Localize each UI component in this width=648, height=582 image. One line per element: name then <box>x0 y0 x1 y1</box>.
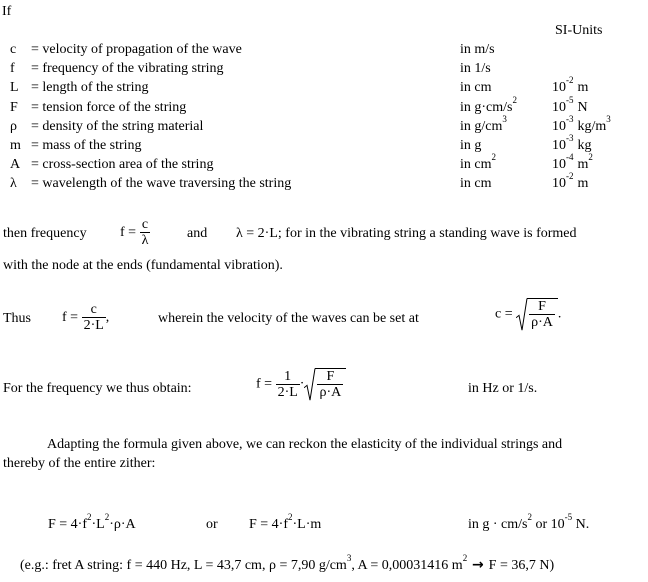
multiply-dot: · <box>299 376 305 392</box>
si-unit-text: m <box>577 157 589 172</box>
intro-text: If <box>2 4 12 19</box>
comma: , <box>105 310 110 326</box>
units-part-a: in g · cm/s <box>468 517 528 532</box>
eq1-exp-b: 2 <box>104 512 110 523</box>
variable-symbol: λ <box>10 176 17 191</box>
eq1-part-b: ·L <box>91 517 105 532</box>
fraction-F-over-rhoA <box>529 299 555 331</box>
lambda-eq: λ = 2·L <box>236 226 278 241</box>
adapting-text-line2: thereby of the entire zither: <box>3 456 156 471</box>
fraction-numerator: F <box>538 299 546 314</box>
si-base: 10 <box>552 176 566 191</box>
fraction-c-over-2L <box>82 302 106 334</box>
fraction-denominator: 2·L <box>277 384 298 400</box>
variable-symbol: f <box>10 61 15 76</box>
unit-exponent: 3 <box>502 114 507 125</box>
si-unit-exponent: 2 <box>588 152 593 163</box>
then-frequency-lead: then frequency <box>3 226 87 241</box>
variable-symbol: L <box>10 80 19 95</box>
fraction-denominator: ρ·A <box>531 315 553 330</box>
fraction-denominator: 2·L <box>83 318 104 333</box>
example-part-c: F = 36,7 N) <box>488 558 555 573</box>
square-root <box>304 368 346 401</box>
si-unit-text: m <box>577 176 589 191</box>
variable-unit <box>460 42 495 58</box>
c-equals: c = <box>495 306 513 322</box>
si-unit <box>552 75 589 96</box>
si-exponent: -2 <box>566 171 574 182</box>
si-exponent: -3 <box>566 133 574 144</box>
adapting-text-line1: Adapting the formula given above, we can reckon the elasticity of the individual strings and <box>47 437 563 452</box>
variable-description: = wavelength of the wave traversing the string <box>31 176 292 191</box>
variable-unit <box>460 176 492 192</box>
square-root <box>516 298 558 331</box>
fraction-numerator: c <box>141 217 149 232</box>
si-exponent: -2 <box>566 75 574 86</box>
example-exp-b: 2 <box>462 553 468 564</box>
si-base: 10 <box>552 100 566 115</box>
velocity-formula <box>495 298 561 331</box>
si-unit <box>552 171 589 192</box>
variable-unit <box>460 152 496 173</box>
eq2-part-b: ·L·m <box>292 517 322 532</box>
elasticity-formula-2 <box>249 512 322 533</box>
variable-symbol: m <box>10 138 21 153</box>
elasticity-units <box>468 512 590 533</box>
unit-text: in cm <box>460 157 492 172</box>
lambda-equation <box>236 226 577 242</box>
eq2-part-a: F = 4·f <box>249 517 289 532</box>
arrow-icon: → <box>467 557 489 573</box>
variable-symbol: A <box>10 157 21 172</box>
eq2-exp-a: 2 <box>288 512 293 523</box>
units-part-c: N. <box>572 517 590 532</box>
fundamental-vibration-text: with the node at the ends (fundamental vibration). <box>3 258 283 273</box>
f-equals: f = <box>120 225 137 241</box>
variable-description: = length of the string <box>31 80 149 95</box>
unit-exponent: 2 <box>512 95 517 106</box>
si-unit-text: kg <box>577 138 592 153</box>
units-exp-b: -5 <box>564 512 573 523</box>
si-base: 10 <box>552 157 566 172</box>
si-base: 10 <box>552 119 566 134</box>
units-part-b: or 10 <box>532 517 565 532</box>
example-part-a: (e.g.: fret A string: f = 440 Hz, L = 43,7 cm, ρ = 7,90 g/cm <box>20 558 347 573</box>
si-base: 10 <box>552 138 566 153</box>
si-units-header: SI-Units <box>555 23 603 38</box>
variable-description: = cross-section area of the string <box>31 157 214 172</box>
fraction-c-over-lambda <box>140 217 151 249</box>
variable-unit <box>460 95 517 116</box>
elasticity-formula-1 <box>48 512 136 533</box>
thus-lead: Thus <box>3 311 31 326</box>
unit-text: in g <box>460 138 482 153</box>
example-line <box>20 553 555 574</box>
unit-text: in g/cm <box>460 119 503 134</box>
frequency-formula-2 <box>62 302 109 334</box>
f-equals: f = <box>62 310 79 326</box>
fraction-numerator: F <box>326 369 335 384</box>
variable-symbol: c <box>10 42 17 57</box>
radical-sign-icon <box>516 298 528 331</box>
variable-unit <box>460 80 492 96</box>
units-exp-a: 2 <box>527 512 532 523</box>
standing-wave-text: ; for in the vibrating string a standing wave is formed <box>277 226 577 241</box>
fraction-denominator: ρ·A <box>319 385 342 400</box>
si-unit-exponent: 3 <box>606 114 611 125</box>
unit-exponent: 2 <box>491 152 496 163</box>
unit-text: in g·cm/s <box>460 100 513 115</box>
unit-text: in 1/s <box>460 61 491 76</box>
eq1-exp-a: 2 <box>87 512 92 523</box>
si-exponent: -3 <box>566 114 574 125</box>
period: . <box>557 306 562 322</box>
frequency-obtain-lead: For the frequency we thus obtain: <box>3 381 192 396</box>
eq1-part-c: ·ρ·A <box>109 517 136 532</box>
fraction-numerator: c <box>90 302 97 317</box>
or-text: or <box>206 517 218 532</box>
fraction-1-over-2L <box>276 369 300 401</box>
variable-description: = frequency of the vibrating string <box>31 61 224 76</box>
variable-unit <box>460 114 507 135</box>
frequency-formula-3 <box>256 368 346 401</box>
unit-text: in m/s <box>460 42 495 57</box>
radical-sign-icon <box>304 368 316 401</box>
si-unit-text: m <box>577 80 589 95</box>
variable-description: = tension force of the string <box>31 100 187 115</box>
variable-unit <box>460 138 481 154</box>
variable-description: = mass of the string <box>31 138 142 153</box>
and-text: and <box>187 226 208 241</box>
example-part-b: , A = 0,00031416 m <box>351 558 463 573</box>
fraction-F-over-rhoA <box>317 369 343 401</box>
si-exponent: -5 <box>566 95 574 106</box>
frequency-formula-1 <box>120 217 150 249</box>
si-unit <box>552 114 611 135</box>
example-exp-a: 3 <box>346 553 352 564</box>
fraction-denominator: λ <box>141 233 149 248</box>
eq1-part-a: F = 4·f <box>48 517 88 532</box>
si-base: 10 <box>552 80 566 95</box>
variable-symbol: ρ <box>10 119 17 134</box>
si-unit-text: N <box>577 100 588 115</box>
velocity-text: wherein the velocity of the waves can be set at <box>158 311 419 326</box>
unit-text: in cm <box>460 80 492 95</box>
f-equals: f = <box>256 376 273 392</box>
variable-description: = velocity of propagation of the wave <box>31 42 242 57</box>
unit-text: in cm <box>460 176 492 191</box>
fraction-numerator: 1 <box>284 368 292 384</box>
si-exponent: -4 <box>566 152 574 163</box>
variable-symbol: F <box>10 100 18 115</box>
variable-description: = density of the string material <box>31 119 204 134</box>
variable-unit <box>460 61 491 77</box>
frequency-units: in Hz or 1/s. <box>468 381 538 396</box>
si-unit-text: kg/m <box>577 119 607 134</box>
